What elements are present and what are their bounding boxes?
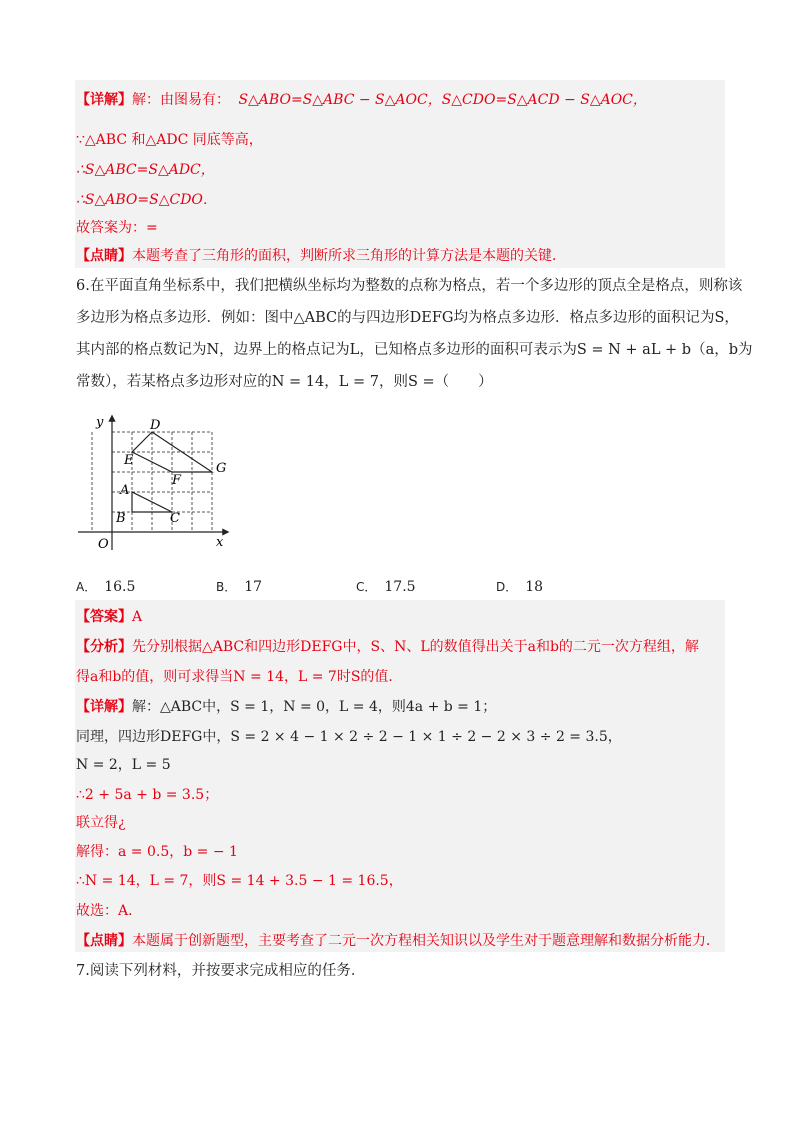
sol6-detail-line2: 同理，四边形DEFG中，S = 2 × 4 − 1 × 2 ÷ 2 − 1 × 1 ÷ 2 − 2 × 3 ÷ 2 = 3.5， — [76, 729, 622, 745]
label-c: C — [170, 511, 180, 526]
analysis-text1: 先分别根据△ABC和四边形DEFG中，S、N、L的数值得出关于a和b的二元一次方程组，解 — [132, 639, 699, 655]
sol6-detail-line5: 联立得¿ — [76, 815, 126, 831]
answer-tag: 【答案】 — [76, 609, 132, 625]
sol6-analysis-line1 — [76, 637, 699, 657]
sol6-detail-line8: 故选：A． — [76, 903, 143, 919]
detail-text1: 解：△ABC中，S = 1，N = 0，L = 4，则4a + b = 1； — [132, 699, 497, 715]
sol6-detail-line3: N = 2，L = 5 — [76, 757, 171, 773]
option-b-value: 17 — [244, 579, 263, 595]
formula-line: S△ABO=S△ABC − S△AOC，S△CDO=S△ACD − S△AOC， — [238, 92, 647, 108]
sol6-answer-line — [76, 607, 142, 627]
label-b: B — [116, 511, 126, 526]
label-a: A — [120, 483, 130, 498]
label-d: D — [150, 418, 161, 433]
option-c-value: 17.5 — [384, 579, 416, 595]
sol6-comment-line — [76, 931, 720, 951]
grid-lines — [92, 432, 212, 532]
answer-value: A — [132, 609, 143, 625]
option-c[interactable] — [356, 578, 416, 595]
option-a-letter: A． — [76, 580, 97, 594]
comment-text: 本题考查了三角形的面积，判断所求三角形的计算方法是本题的关键． — [132, 248, 566, 264]
label-o: O — [98, 537, 109, 552]
sol6-detail-line7: ∴N = 14，L = 7，则S = 14 + 3.5 − 1 = 16.5， — [76, 873, 403, 889]
label-y: y — [96, 415, 104, 430]
q6-line1: 6.在平面直角坐标系中，我们把横纵坐标均为整数的点称为格点，若一个多边形的顶点全是格点，则称该 — [76, 278, 743, 294]
sol5-therefore1: ∴S△ABC=S△ADC， — [76, 162, 215, 178]
detail-text: 解：由图易有： — [132, 92, 230, 108]
q7-line1: 7.阅读下列材料，并按要求完成相应的任务． — [76, 963, 366, 979]
sol6-analysis-line2: 得a和b的值，则可求得当N = 14，L = 7时S的值． — [76, 669, 403, 685]
sol6-detail-line4: ∴2 + 5a + b = 3.5； — [76, 787, 219, 803]
option-a[interactable] — [76, 578, 135, 595]
q6-line4: 常数），若某格点多边形对应的N = 14，L = 7，则S =（ ） — [76, 374, 493, 390]
q6-line3: 其内部的格点数记为N，边界上的格点记为L，已知格点多边形的面积可表示为S = N + aL + b（a，b为 — [76, 342, 753, 358]
label-f: F — [172, 473, 182, 488]
sol6-detail-line6: 解得：a = 0.5，b = − 1 — [76, 844, 238, 860]
option-d-letter: D． — [496, 580, 518, 594]
option-b[interactable] — [216, 578, 262, 595]
sol5-because: ∵△ABC 和△ADC 同底等高， — [76, 132, 263, 148]
comment-text-q6: 本题属于创新题型，主要考查了二元一次方程相关知识以及学生对于题意理解和数据分析能力． — [132, 933, 720, 949]
label-x: x — [216, 535, 224, 550]
sol5-comment-line — [76, 246, 566, 266]
sol5-answer: 故答案为：= — [76, 220, 158, 236]
sol6-detail-line1 — [76, 697, 496, 717]
comment-tag: 【点睛】 — [76, 248, 132, 264]
label-e: E — [124, 453, 134, 468]
sol5-therefore2: ∴S△ABO=S△CDO． — [76, 192, 217, 208]
detail-tag: 【详解】 — [76, 92, 132, 108]
option-a-value: 16.5 — [104, 579, 136, 595]
label-g: G — [216, 461, 227, 476]
comment-tag-q6: 【点睛】 — [76, 933, 132, 949]
q6-line2: 多边形为格点多边形．例如：图中△ABC的与四边形DEFG均为格点多边形．格点多边形的面积记为S， — [76, 310, 739, 326]
grid-figure — [70, 410, 240, 560]
detail-tag-q6: 【详解】 — [76, 699, 132, 715]
analysis-tag: 【分析】 — [76, 639, 132, 655]
option-d-value: 18 — [525, 579, 544, 595]
option-d[interactable] — [496, 578, 543, 595]
option-b-letter: B． — [216, 580, 237, 594]
sol5-detail-line — [76, 90, 647, 110]
option-c-letter: C． — [356, 580, 377, 594]
